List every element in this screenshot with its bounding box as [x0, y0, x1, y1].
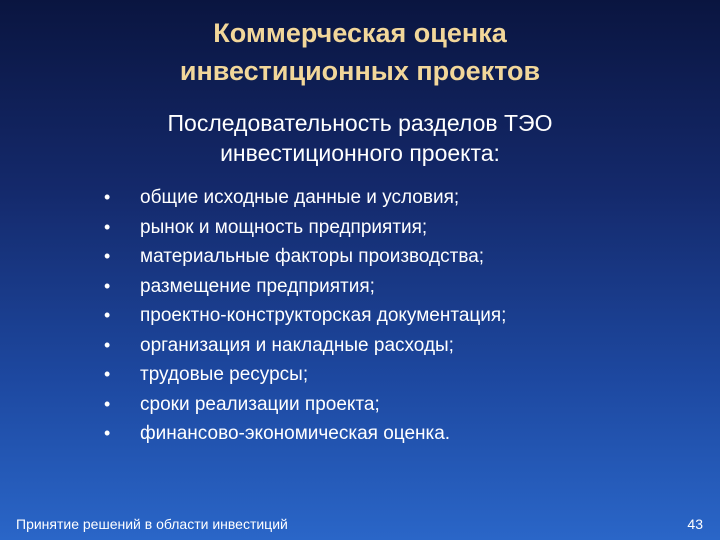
list-item	[104, 187, 506, 217]
list-item-text: трудовые ресурсы;	[140, 364, 309, 385]
list-item-text: финансово-экономическая оценка.	[140, 423, 451, 444]
bullet-list	[104, 187, 506, 453]
list-item-text: проектно-конструкторская документация;	[140, 305, 507, 326]
bullet-icon: •	[104, 246, 111, 266]
title-line-1: Коммерческая оценка	[213, 18, 507, 48]
bullet-icon: •	[104, 393, 111, 414]
title-line-2: инвестиционных проектов	[179, 56, 541, 86]
bullet-icon: •	[104, 364, 111, 384]
list-item	[104, 364, 506, 394]
subtitle-line-1: Последовательность разделов ТЭО	[167, 110, 553, 136]
list-item-text: размещение предприятия;	[140, 275, 375, 297]
slide-title	[60, 14, 660, 90]
list-item-text: общие исходные данные и условия;	[140, 187, 460, 208]
list-item-text: сроки реализации проекта;	[140, 393, 380, 415]
list-item	[104, 246, 506, 276]
page-number: 43	[687, 516, 703, 532]
slide-subtitle	[60, 108, 660, 168]
list-item	[104, 276, 506, 306]
footer-course-title: Принятие решений в области инвестиций	[16, 516, 288, 532]
bullet-icon: •	[104, 216, 111, 237]
bullet-icon: •	[104, 305, 111, 325]
list-item-text: рынок и мощность предприятия;	[140, 216, 428, 238]
list-item	[104, 394, 506, 424]
list-item-text: организация и накладные расходы;	[140, 334, 454, 356]
list-item	[104, 305, 506, 335]
bullet-icon: •	[104, 275, 111, 296]
bullet-icon: •	[104, 187, 111, 207]
list-item	[104, 217, 506, 247]
bullet-icon: •	[104, 423, 111, 443]
list-item	[104, 335, 506, 365]
bullet-icon: •	[104, 334, 111, 355]
list-item	[104, 423, 506, 453]
subtitle-line-2: инвестиционного проекта:	[220, 140, 500, 166]
list-item-text: материальные факторы производства;	[140, 246, 485, 267]
